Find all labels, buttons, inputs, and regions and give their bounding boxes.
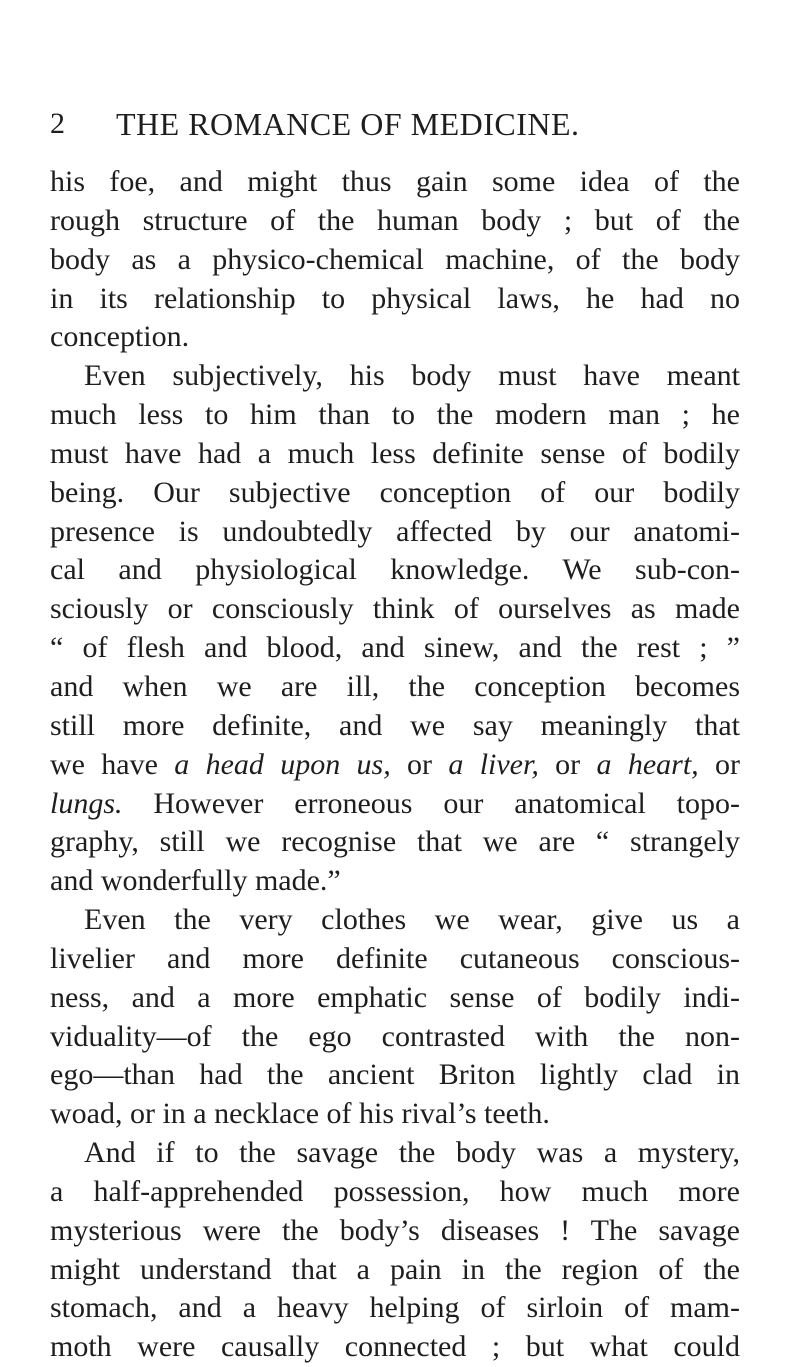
text-line: much less to him than to the modern man ; he [50,398,740,432]
text-line: sciously or consciously think of ourselves as made [50,592,740,626]
text-line-with-italics [50,746,740,785]
text-line: conception. [50,320,190,354]
text-run: However erroneous our anatomical topo- [122,786,740,820]
italic-text-run: a head upon us, [174,747,391,781]
text-line: in its relationship to physical laws, he had no [50,281,740,315]
running-title: THE ROMANCE OF MEDICINE. [116,106,580,142]
text-line: mysterious were the body’s diseases ! The savage [50,1213,740,1247]
text-line: might understand that a pain in the region of the [50,1252,740,1286]
italic-text-run: a liver, [448,747,539,781]
paragraph-start-line: Even subjectively, his body must have meant [84,359,740,393]
text-line: being. Our subjective conception of our bodily [50,475,740,509]
paragraph-start-line: Even the very clothes we wear, give us a [84,903,740,937]
text-line: must have had a much less definite sense of bodily [50,436,740,470]
text-run: or [698,747,740,781]
paragraph-start-line: And if to the savage the body was a mystery, [84,1136,740,1170]
text-run: or [538,747,597,781]
text-line: rough structure of the human body ; but of the [50,203,740,237]
text-line: his foe, and might thus gain some idea of the [50,165,740,198]
text-line: presence is undoubtedly affected by our anatomi- [50,514,740,548]
italic-text-run: a heart, [596,747,699,781]
text-line: “ of flesh and blood, and sinew, and the rest ; ” [50,631,740,665]
text-line: viduality—of the ego contrasted with the non- [50,1019,740,1053]
text-line: body as a physico-chemical machine, of the body [50,242,740,276]
text-line: woad, or in a necklace of his rival’s teeth. [50,1097,550,1131]
text-line: stomach, and a heavy helping of sirloin of mam- [50,1291,740,1325]
text-line: ness, and a more emphatic sense of bodily indi- [50,980,740,1014]
text-line: a half-apprehended possession, how much more [50,1174,740,1208]
italic-text-run: lungs. [50,786,123,820]
text-run: we have [50,747,175,781]
text-line: graphy, still we recognise that we are “ strangely [50,825,740,859]
text-line: and when we are ill, the conception becomes [50,669,740,703]
text-line: ego—than had the ancient Briton lightly clad in [50,1058,740,1092]
text-line-with-italics [50,785,740,824]
text-line: livelier and more definite cutaneous conscious- [50,941,740,975]
text-run: or [390,747,449,781]
text-line: moth were causally connected ; but what could [50,1330,740,1364]
text-line: still more definite, and we say meaningly that [50,708,740,742]
body-text [50,163,740,1367]
text-line: and wonderfully made.” [50,864,341,898]
page-number: 2 [50,107,65,140]
text-line: cal and physiological knowledge. We sub-con- [50,553,740,587]
